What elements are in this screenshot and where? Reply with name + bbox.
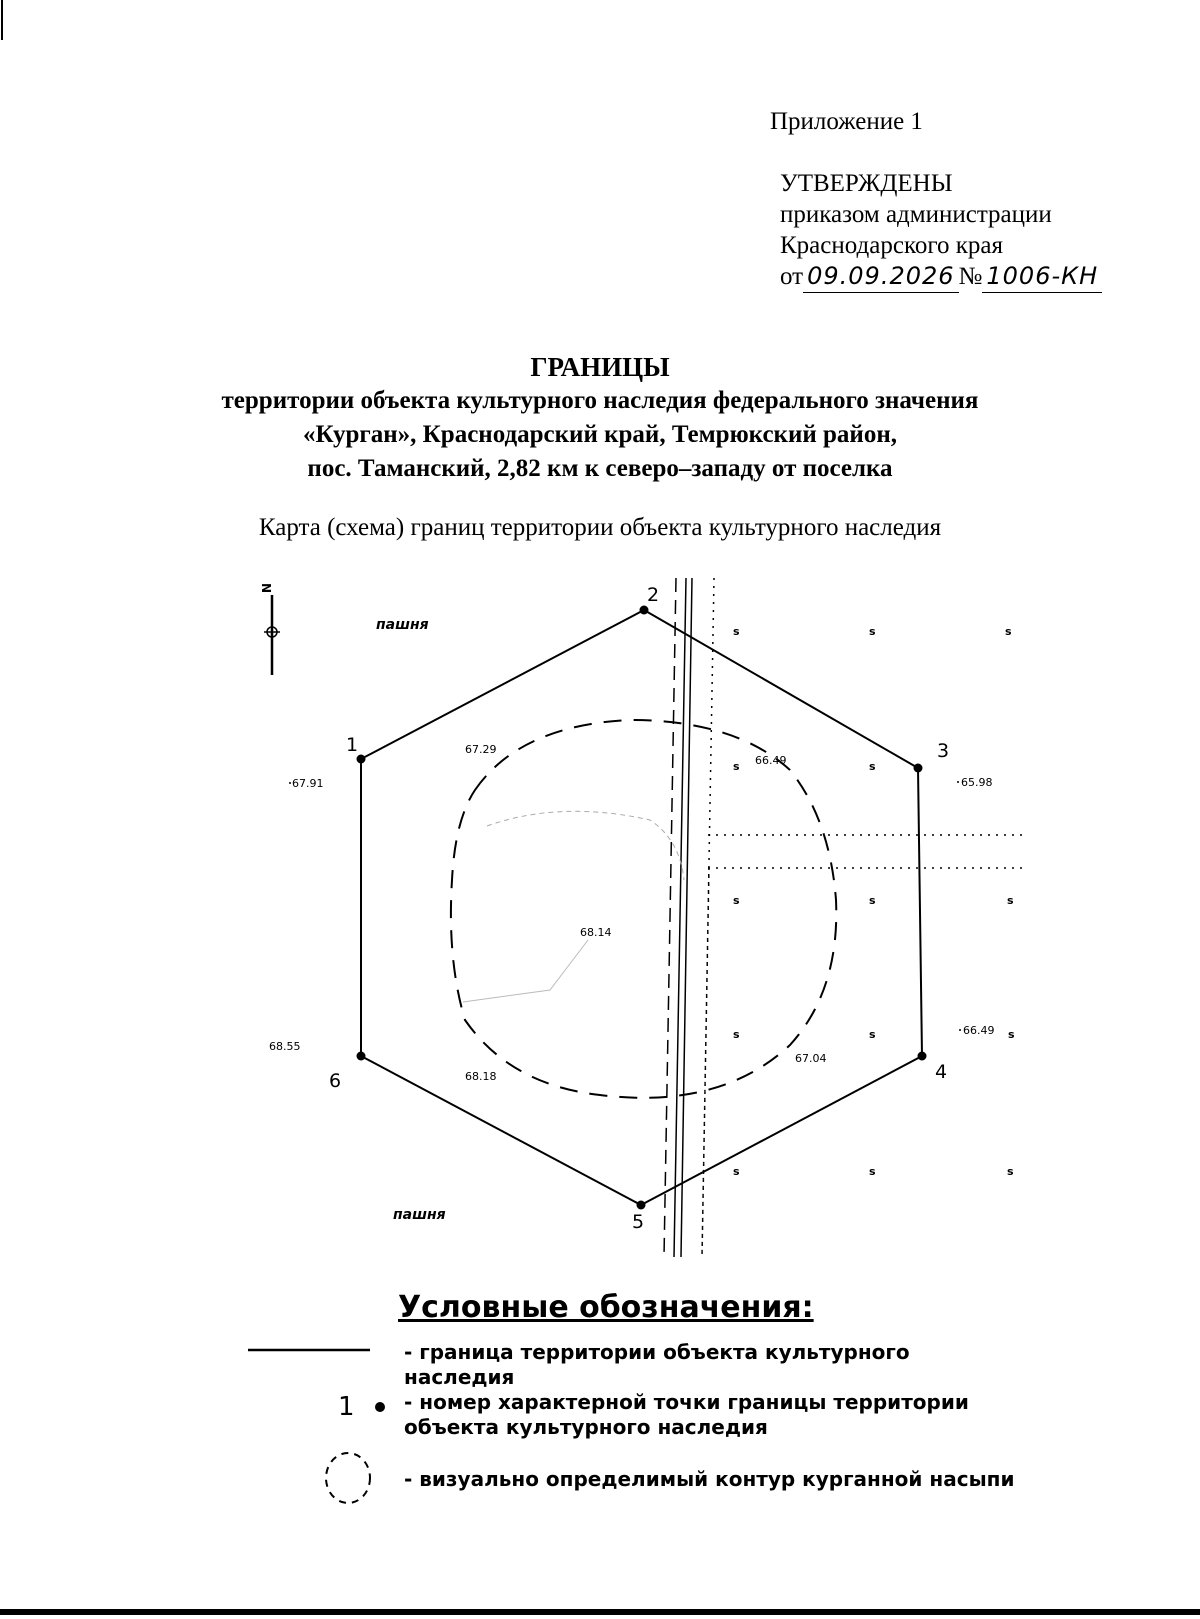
handwritten-number: 1006-КН [982, 261, 1102, 293]
elevation-mark: 66.49 [963, 1024, 995, 1037]
road-edge-solid-2 [681, 578, 692, 1257]
point-number-4: 4 [935, 1061, 948, 1083]
elevation-mark: 68.55 [269, 1040, 301, 1053]
vineyard-mark: s [869, 625, 876, 638]
boundary-point-3 [914, 764, 923, 773]
vineyard-mark: s [1007, 894, 1014, 907]
from-prefix: от [780, 263, 804, 290]
vineyard-marks [733, 625, 1015, 1178]
title-line-2: «Курган», Краснодарский край, Темрюкский район, [303, 421, 897, 448]
map-caption: Карта (схема) границ территории объекта культурного наследия [258, 514, 942, 541]
boundary-points [329, 584, 949, 1233]
vineyard-mark: s [869, 760, 876, 773]
contour-line-2 [463, 940, 588, 1002]
vineyard-mark: s [733, 894, 740, 907]
field-label-north: пашня [376, 617, 429, 633]
elevation-mark: 68.18 [465, 1070, 497, 1083]
title-line-1: территории объекта культурного наследия федерального значения [221, 387, 979, 414]
vineyard-mark: s [869, 1028, 876, 1041]
vineyard-mark: s [1005, 625, 1012, 638]
north-label: N [259, 583, 273, 594]
vineyard-mark: s [1008, 1028, 1015, 1041]
point-number-2: 2 [647, 584, 660, 606]
vineyard-mark: s [869, 1165, 876, 1178]
legend-mound-symbol [326, 1453, 370, 1503]
appendix-label: Приложение 1 [770, 108, 923, 135]
elevation-mark: 67.91 [292, 777, 324, 790]
point-number-3: 3 [937, 740, 950, 762]
heritage-boundary [361, 610, 922, 1205]
boundary-point-4 [918, 1052, 927, 1061]
title-main: ГРАНИЦЫ [530, 352, 670, 382]
elevation-mark: 67.04 [795, 1052, 827, 1065]
boundary-point-5 [637, 1201, 646, 1210]
legend-point: - номер характерной точки границы территории объекта культурного наследия [404, 1390, 969, 1439]
vineyard-mark: s [869, 894, 876, 907]
approval-line-2: приказом администрации [780, 201, 1052, 228]
field-label-south: пашня [393, 1207, 446, 1223]
approval-line-3: Краснодарского края [780, 232, 1003, 259]
point-number-5: 5 [632, 1211, 645, 1233]
vineyard-mark: s [1007, 1165, 1014, 1178]
elevation-marks [269, 743, 995, 1083]
vineyard-mark: s [733, 760, 740, 773]
vineyard-mark: s [733, 1165, 740, 1178]
point-number-1: 1 [346, 734, 359, 756]
road-edge-dashed [664, 578, 676, 1257]
field-edge-dotted-2 [702, 868, 709, 1257]
elevation-mark: 67.29 [465, 743, 497, 756]
vineyard-mark: s [733, 1028, 740, 1041]
boundary-point-6 [357, 1052, 366, 1061]
mound-contour [451, 720, 836, 1098]
handwritten-date: 09.09.2026 [803, 261, 958, 293]
legend-mound: - визуально определимый контур курганной насыпи [404, 1467, 1015, 1491]
contour-line [487, 811, 684, 880]
elevation-mark: 65.98 [961, 776, 993, 789]
legend-title: Условные обозначения: [398, 1290, 814, 1325]
number-sign: № [958, 263, 983, 290]
title-line-3: пос. Таманский, 2,82 км к северо–западу от поселка [307, 455, 893, 482]
elevation-mark: 66.49 [755, 754, 787, 767]
legend-point-symbol [375, 1402, 385, 1412]
legend-boundary: - граница территории объекта культурного наследия [404, 1340, 910, 1389]
north-arrow-icon [259, 583, 280, 675]
elevation-mark: 68.14 [580, 926, 612, 939]
approved-label: УТВЕРЖДЕНЫ [780, 170, 953, 197]
point-number-6: 6 [329, 1070, 342, 1092]
boundary-point-2 [640, 606, 649, 615]
legend-point-number: 1 [338, 1392, 355, 1422]
vineyard-mark: s [733, 625, 740, 638]
road-edge-solid-1 [674, 578, 686, 1257]
